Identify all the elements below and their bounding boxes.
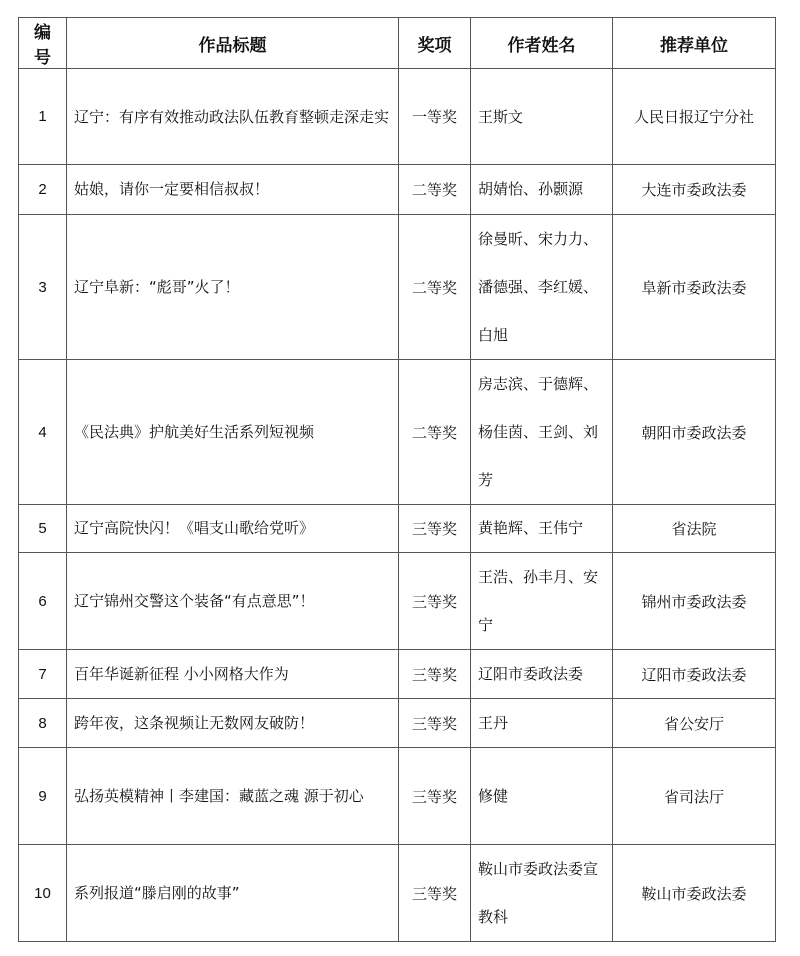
row-title: 辽宁锦州交警这个装备“有点意思”！ <box>67 553 399 650</box>
row-unit: 辽阳市委政法委 <box>613 650 776 699</box>
row-authors: 黄艳辉、王伟宁 <box>471 505 613 553</box>
row-title: 辽宁：有序有效推动政法队伍教育整顿走深走实 <box>67 69 399 165</box>
row-number: 2 <box>19 165 67 215</box>
row-title: 系列报道“滕启刚的故事” <box>67 845 399 942</box>
row-authors: 王丹 <box>471 699 613 748</box>
header-number: 编号 <box>19 18 67 69</box>
row-number: 7 <box>19 650 67 699</box>
row-number: 9 <box>19 748 67 845</box>
row-number: 8 <box>19 699 67 748</box>
row-authors: 修健 <box>471 748 613 845</box>
row-award: 三等奖 <box>399 699 471 748</box>
row-authors: 胡婧怡、孙颢源 <box>471 165 613 215</box>
row-unit: 鞍山市委政法委 <box>613 845 776 942</box>
header-award: 奖项 <box>399 18 471 69</box>
row-authors: 鞍山市委政法委宣教科 <box>471 845 613 942</box>
row-unit: 朝阳市委政法委 <box>613 360 776 505</box>
table-row <box>19 215 776 360</box>
row-unit: 阜新市委政法委 <box>613 215 776 360</box>
row-authors: 徐曼昕、宋力力、潘德强、李红媛、白旭 <box>471 215 613 360</box>
table-row <box>19 699 776 748</box>
table-row <box>19 748 776 845</box>
row-title: 弘扬英模精神丨李建国：藏蓝之魂 源于初心 <box>67 748 399 845</box>
table-row <box>19 360 776 505</box>
row-authors: 辽阳市委政法委 <box>471 650 613 699</box>
row-unit: 省法院 <box>613 505 776 553</box>
table-row <box>19 165 776 215</box>
row-unit: 省公安厅 <box>613 699 776 748</box>
row-authors: 房志滨、于德辉、杨佳茵、王剑、刘芳 <box>471 360 613 505</box>
row-number: 6 <box>19 553 67 650</box>
row-number: 3 <box>19 215 67 360</box>
row-number: 5 <box>19 505 67 553</box>
table-row <box>19 505 776 553</box>
table-row <box>19 845 776 942</box>
row-number: 1 <box>19 69 67 165</box>
row-award: 三等奖 <box>399 650 471 699</box>
table-row <box>19 553 776 650</box>
row-number: 4 <box>19 360 67 505</box>
row-award: 三等奖 <box>399 553 471 650</box>
row-number: 10 <box>19 845 67 942</box>
row-award: 三等奖 <box>399 505 471 553</box>
row-authors: 王浩、孙丰月、安宁 <box>471 553 613 650</box>
row-award: 一等奖 <box>399 69 471 165</box>
row-award: 二等奖 <box>399 215 471 360</box>
awards-table <box>18 17 776 942</box>
row-award: 三等奖 <box>399 748 471 845</box>
row-award: 三等奖 <box>399 845 471 942</box>
table-row <box>19 650 776 699</box>
row-award: 二等奖 <box>399 360 471 505</box>
header-authors: 作者姓名 <box>471 18 613 69</box>
header-title: 作品标题 <box>67 18 399 69</box>
table-row <box>19 69 776 165</box>
row-unit: 省司法厅 <box>613 748 776 845</box>
row-title: 跨年夜，这条视频让无数网友破防！ <box>67 699 399 748</box>
row-title: 辽宁阜新：“彪哥”火了！ <box>67 215 399 360</box>
row-unit: 人民日报辽宁分社 <box>613 69 776 165</box>
row-title: 百年华诞新征程 小小网格大作为 <box>67 650 399 699</box>
row-title: 辽宁高院快闪！《唱支山歌给党听》 <box>67 505 399 553</box>
header-unit: 推荐单位 <box>613 18 776 69</box>
row-award: 二等奖 <box>399 165 471 215</box>
row-title: 姑娘，请你一定要相信叔叔！ <box>67 165 399 215</box>
row-unit: 锦州市委政法委 <box>613 553 776 650</box>
table-header-row <box>19 18 776 69</box>
row-authors: 王斯文 <box>471 69 613 165</box>
row-title: 《民法典》护航美好生活系列短视频 <box>67 360 399 505</box>
row-unit: 大连市委政法委 <box>613 165 776 215</box>
